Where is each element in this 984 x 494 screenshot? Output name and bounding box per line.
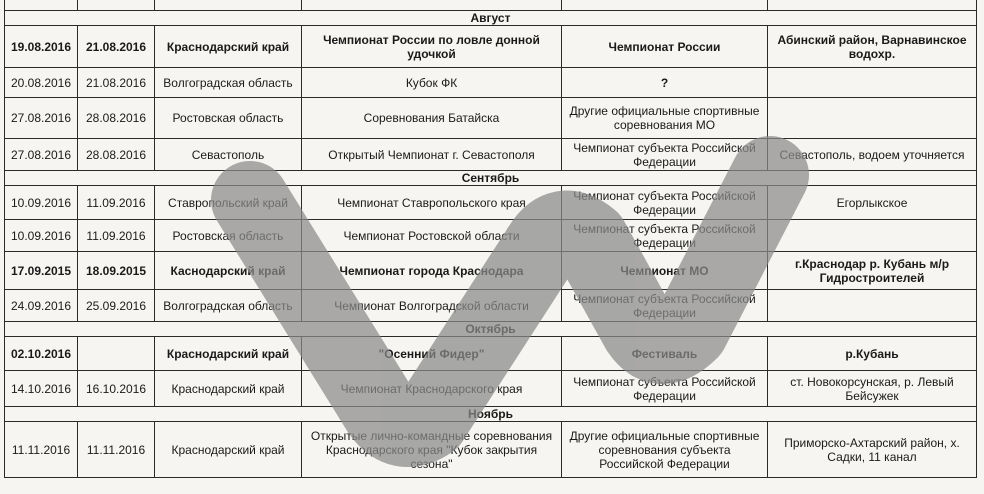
end-date-cell: 11.11.2016 (78, 422, 155, 478)
start-date-cell: 27.08.2016 (5, 139, 78, 171)
region-cell: Каснодарский край (155, 252, 302, 290)
start-date-cell: 19.08.2016 (5, 26, 78, 68)
start-date-cell: 20.08.2016 (5, 68, 78, 98)
place-cell: Приморско-Ахтарский район, х. Садки, 11 канал (768, 422, 977, 478)
table-cell (155, 0, 302, 11)
month-row-september (5, 171, 977, 186)
end-date-cell: 11.09.2016 (78, 186, 155, 220)
event-cell: Чемпионат Ставропольского края (302, 186, 562, 220)
start-date-cell: 02.10.2016 (5, 337, 78, 371)
month-label-september: Сентябрь (5, 171, 977, 186)
status-cell: Чемпионат субъекта Российской Федерации (562, 186, 768, 220)
table-row (5, 220, 977, 252)
place-cell (768, 220, 977, 252)
place-cell (768, 290, 977, 322)
table-cell (768, 0, 977, 11)
competition-schedule-table (4, 0, 977, 478)
place-cell: Егорлыкское (768, 186, 977, 220)
region-cell: Краснодарский край (155, 422, 302, 478)
status-cell: Чемпионат МО (562, 252, 768, 290)
month-row-october (5, 322, 977, 337)
table-row (5, 290, 977, 322)
place-cell: Абинский район, Варнавинское водохр. (768, 26, 977, 68)
region-cell: Ростовская область (155, 98, 302, 139)
table-cell (562, 0, 768, 11)
status-cell: Чемпионат субъекта Российской Федерации (562, 290, 768, 322)
event-cell: Соревнования Батайска (302, 98, 562, 139)
end-date-cell (78, 337, 155, 371)
region-cell: Волгоградская область (155, 290, 302, 322)
start-date-cell: 24.09.2016 (5, 290, 78, 322)
month-row-august (5, 11, 977, 26)
table-row (5, 26, 977, 68)
end-date-cell: 21.08.2016 (78, 68, 155, 98)
status-cell: Другие официальные спортивные соревнования МО (562, 98, 768, 139)
month-label-august: Август (5, 11, 977, 26)
table-cell (302, 0, 562, 11)
event-cell: Чемпионат Ростовской области (302, 220, 562, 252)
event-cell: Чемпионат Волгоградской области (302, 290, 562, 322)
table-cell (78, 0, 155, 11)
event-cell: Чемпионат Краснодарского края (302, 371, 562, 407)
region-cell: Севастополь (155, 139, 302, 171)
region-cell: Ростовская область (155, 220, 302, 252)
end-date-cell: 28.08.2016 (78, 139, 155, 171)
status-cell: Чемпионат субъекта Российской Федерации (562, 220, 768, 252)
region-cell: Краснодарский край (155, 26, 302, 68)
month-label-october: Октябрь (5, 322, 977, 337)
status-cell: Фестиваль (562, 337, 768, 371)
event-cell: "Осенний Фидер" (302, 337, 562, 371)
table-row (5, 98, 977, 139)
table-row (5, 337, 977, 371)
table-row (5, 68, 977, 98)
status-cell: Чемпионат субъекта Российской Федерации (562, 371, 768, 407)
place-cell: ст. Новокорсунская, р. Левый Бейсужек (768, 371, 977, 407)
place-cell (768, 68, 977, 98)
event-cell: Открытые лично-командные соревнования Краснодарского края "Кубок закрытия сезона" (302, 422, 562, 478)
start-date-cell: 10.09.2016 (5, 220, 78, 252)
region-cell: Волгоградская область (155, 68, 302, 98)
place-cell (768, 98, 977, 139)
region-cell: Краснодарский край (155, 337, 302, 371)
table-cell (5, 0, 78, 11)
status-cell: Чемпионат субъекта Российской Федерации (562, 139, 768, 171)
end-date-cell: 25.09.2016 (78, 290, 155, 322)
table-row (5, 422, 977, 478)
event-cell: Кубок ФК (302, 68, 562, 98)
place-cell: р.Кубань (768, 337, 977, 371)
table-row-top (5, 0, 977, 11)
event-cell: Чемпионат России по ловле донной удочкой (302, 26, 562, 68)
end-date-cell: 18.09.2015 (78, 252, 155, 290)
month-row-november (5, 407, 977, 422)
start-date-cell: 14.10.2016 (5, 371, 78, 407)
status-cell: Чемпионат России (562, 26, 768, 68)
start-date-cell: 11.11.2016 (5, 422, 78, 478)
end-date-cell: 16.10.2016 (78, 371, 155, 407)
start-date-cell: 17.09.2015 (5, 252, 78, 290)
event-cell: Открытый Чемпионат г. Севастополя (302, 139, 562, 171)
status-cell: ? (562, 68, 768, 98)
start-date-cell: 27.08.2016 (5, 98, 78, 139)
table-row (5, 139, 977, 171)
place-cell: г.Краснодар р. Кубань м/р Гидростроителей (768, 252, 977, 290)
end-date-cell: 21.08.2016 (78, 26, 155, 68)
table-row (5, 252, 977, 290)
start-date-cell: 10.09.2016 (5, 186, 78, 220)
month-label-november: Ноябрь (5, 407, 977, 422)
region-cell: Ставропольский край (155, 186, 302, 220)
table-row (5, 371, 977, 407)
table-row (5, 186, 977, 220)
status-cell: Другие официальные спортивные соревнования субъекта Российской Федерации (562, 422, 768, 478)
event-cell: Чемпионат города Краснодара (302, 252, 562, 290)
end-date-cell: 28.08.2016 (78, 98, 155, 139)
end-date-cell: 11.09.2016 (78, 220, 155, 252)
region-cell: Краснодарский край (155, 371, 302, 407)
place-cell: Севастополь, водоем уточняется (768, 139, 977, 171)
